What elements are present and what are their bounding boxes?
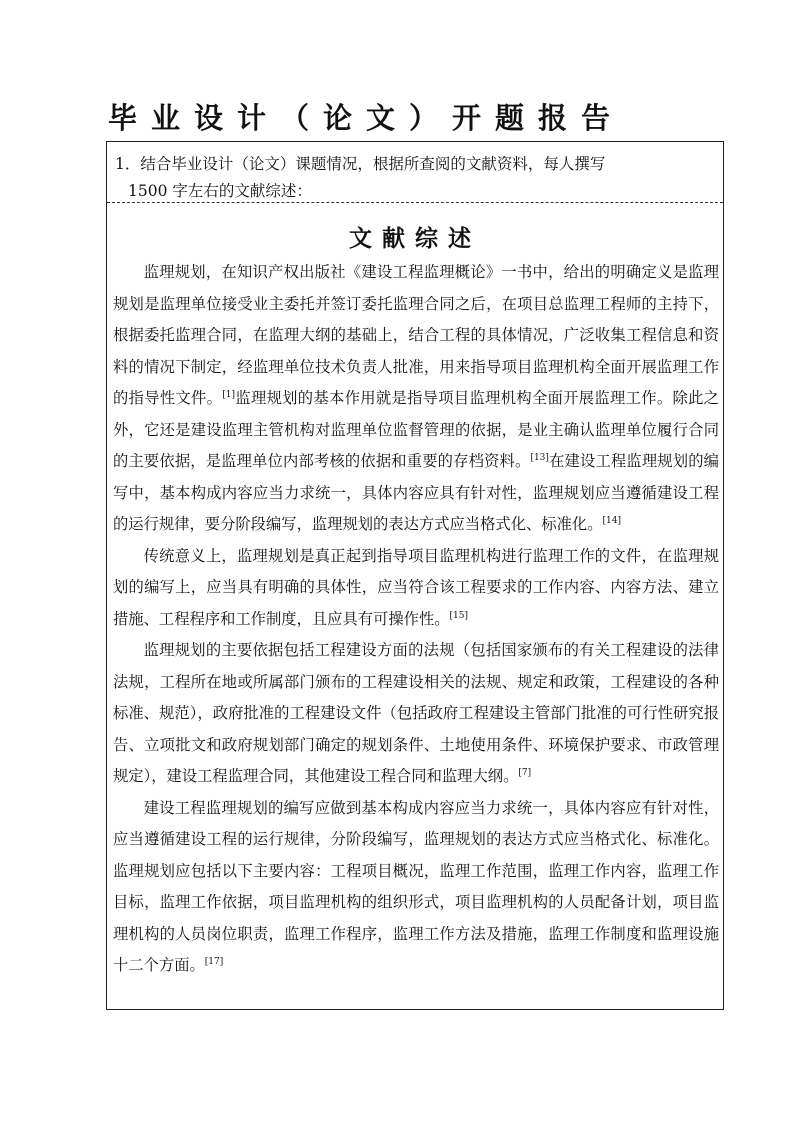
paragraph-text: 监理规划的基本作用就是指导项目监理机构全面开展监理工作。除此之外，它还是建设监理主管机构对监理单位监督管理的依据，是业主确认监理单位履行合同的主要依据，是监理单位内部考核的依据和重要的存档资料。	[113, 389, 719, 470]
citation-ref: [13]	[530, 452, 549, 463]
report-title: 毕业设计（论文）开题报告	[108, 101, 625, 135]
citation-ref: [1]	[222, 389, 236, 400]
paragraph-text: 建设工程监理规划的编写应做到基本构成内容应当力求统一，具体内容应有针对性，应当遵循建设工程的运行规律，分阶段编写，监理规划的表达方式应当格式化、标准化。监理规划应包括以下主要内容：工程项目概况，监理工作范围，监理工作内容，监理工作目标，监理工作依据，项目监理机构的组织形式，项目监理机构的人员配备计划，项目监理机构的人员岗位职责，监理工作程序，监理工作方法及措施，监理工作制度和监理设施十二个方面。	[113, 798, 719, 974]
citation-ref: [15]	[449, 610, 469, 621]
paragraph-text: 监理规划，在知识产权出版社《建设工程监理概论》一书中，给出的明确定义是监理规划是监理单位接受业主委托并签订委托监理合同之后，在项目总监理工程师的主持下，根据委托监理合同，在监理大纲的基础上，结合工程的具体情况，广泛收集工程信息和资料的情况下制定，经监理单位技术负责人批准，用来指导项目监理机构全面开展监理工作的指导性文件。	[113, 263, 719, 407]
paragraph-text: 在建设工程监理规划的编写中，基本构成内容应当力求统一，具体内容应具有针对性，监理规划应当遵循建设工程的运行规律，要分阶段编写，监理规划的表达方式应当格式化、标准化。	[113, 452, 719, 533]
paragraph	[113, 635, 719, 793]
paragraph	[113, 541, 719, 636]
report-frame	[106, 141, 724, 1010]
paragraph	[113, 257, 719, 541]
paragraph-text: 传统意义上，监理规划是真正起到指导项目监理机构进行监理工作的文件，在监理规划的编写上，应当具有明确的具体性，应当符合该工程要求的工作内容、内容方法、建立措施、工程程序和工作制度，且应具有可操作性。	[113, 546, 719, 628]
section-title: 文献综述	[349, 225, 481, 252]
citation-ref: [17]	[204, 956, 224, 967]
dashed-divider	[107, 202, 723, 203]
review-body	[113, 257, 719, 982]
instruction-line-1: 1．结合毕业设计（论文）课题情况，根据所查阅的文献资料，每人撰写	[115, 155, 606, 173]
citation-ref: [7]	[518, 767, 532, 778]
paragraph	[113, 793, 719, 982]
paragraph-text: 监理规划的主要依据包括工程建设方面的法规（包括国家颁布的有关工程建设的法律法规，工程所在地或所属部门颁布的工程建设相关的法规、规定和政策，工程建设的各种标准、规范），政府批准的工程建设文件（包括政府工程建设主管部门批准的可行性研究报告、立项批文和政府规划部门确定的规划条件、土地使用条件、环境保护要求、市政管理规定），建设工程监理合同，其他建设工程合同和监理大纲。	[113, 641, 719, 785]
instruction	[115, 151, 715, 205]
citation-ref: [14]	[602, 515, 621, 526]
instruction-line-2: 1500 字左右的文献综述：	[128, 182, 312, 200]
